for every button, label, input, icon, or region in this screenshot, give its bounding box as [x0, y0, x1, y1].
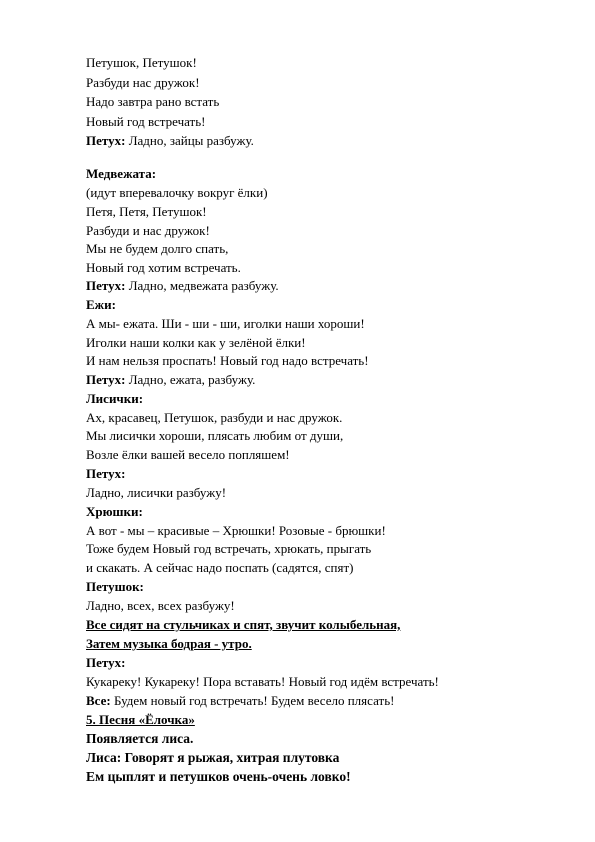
text-line	[86, 133, 254, 149]
text-line	[86, 674, 439, 690]
line-text: И нам нельзя проспать! Новый год надо встречать!	[86, 353, 369, 368]
text-line	[86, 504, 143, 520]
line-text: Ладно, ежата, разбужу.	[125, 372, 256, 387]
line-text: Ладно, медвежата разбужу.	[125, 278, 279, 293]
stage-direction	[86, 617, 400, 633]
song-title: 5. Песня «Ёлочка»	[86, 712, 195, 727]
text-line	[86, 204, 207, 220]
text-line	[86, 485, 226, 501]
line-text: Новый год хотим встречать.	[86, 260, 241, 275]
line-text: Надо завтра рано встать	[86, 94, 220, 109]
text-line	[86, 260, 241, 276]
stage-note: Появляется лиса.	[86, 731, 194, 746]
text-line	[86, 447, 290, 463]
line-text: Ладно, всех, всех разбужу!	[86, 598, 235, 613]
line-text: Мы лисички хороши, плясать любим от души,	[86, 428, 344, 443]
speaker-label: Лисички:	[86, 391, 144, 406]
stage-direction-text: Затем музыка бодрая - утро.	[86, 636, 252, 651]
text-line	[86, 541, 371, 557]
line-text: Кукареку! Кукареку! Пора вставать! Новый год идём встречать!	[86, 674, 439, 689]
text-line	[86, 769, 351, 785]
line-text: Ах, красавец, Петушок, разбуди и нас дружок.	[86, 410, 343, 425]
text-line	[86, 466, 125, 482]
line-text: Иголки наши колки как у зелёной ёлки!	[86, 335, 306, 350]
line-text: А вот - мы – красивые – Хрюшки! Розовые - брюшки!	[86, 523, 386, 538]
line-text: Петушок, Петушок!	[86, 55, 197, 70]
stage-direction-text: Все сидят на стульчиках и спят, звучит колыбельная,	[86, 617, 401, 632]
section-heading	[86, 712, 195, 728]
text-line	[86, 75, 200, 91]
text-line	[86, 185, 268, 201]
text-line	[86, 55, 197, 71]
line-text: Тоже будем Новый год встречать, хрюкать, прыгать	[86, 541, 372, 556]
line-text: Ем цыплят и петушков очень-очень ловко!	[86, 769, 351, 784]
line-text: Новый год встречать!	[86, 114, 206, 129]
text-line	[86, 94, 219, 110]
speaker-label: Петух:	[86, 278, 126, 293]
text-line	[86, 598, 235, 614]
text-line	[86, 166, 156, 182]
stage-direction	[86, 636, 252, 652]
line-text: Ладно, лисички разбужу!	[86, 485, 227, 500]
text-line	[86, 693, 394, 709]
text-line	[86, 335, 306, 351]
line-text: Разбуди нас дружок!	[86, 75, 200, 90]
line-text: Мы не будем долго спать,	[86, 241, 229, 256]
text-line	[86, 655, 125, 671]
line-text: Говорят я рыжая, хитрая плутовка	[121, 750, 340, 765]
text-line	[86, 523, 386, 539]
text-line	[86, 241, 228, 257]
line-text: Будем новый год встречать! Будем весело плясать!	[110, 693, 395, 708]
line-text: (идут вперевалочку вокруг ёлки)	[86, 185, 268, 200]
text-line	[86, 316, 365, 332]
line-text: Возле ёлки вашей весело попляшем!	[86, 447, 290, 462]
speaker-label: Петух:	[86, 466, 126, 481]
line-text: Разбуди и нас дружок!	[86, 223, 210, 238]
line-text: Ладно, зайцы разбужу.	[125, 133, 254, 148]
line-text: А мы- ежата. Ши - ши - ши, иголки наши хороши!	[86, 316, 365, 331]
line-text: и скакать. А сейчас надо поспать (садятся, спят)	[86, 560, 354, 575]
text-line	[86, 223, 210, 239]
text-line	[86, 579, 144, 595]
text-line	[86, 353, 369, 369]
text-line	[86, 410, 342, 426]
speaker-label: Медвежата:	[86, 166, 157, 181]
text-line	[86, 297, 116, 313]
speaker-label: Петушок:	[86, 579, 144, 594]
speaker-label: Лиса:	[86, 750, 122, 765]
text-line	[86, 278, 279, 294]
speaker-label: Петух:	[86, 655, 126, 670]
speaker-label: Петух:	[86, 372, 126, 387]
text-line	[86, 372, 255, 388]
text-line	[86, 114, 206, 130]
text-line	[86, 428, 343, 444]
text-line	[86, 560, 353, 576]
speaker-label: Хрюшки:	[86, 504, 143, 519]
speaker-label: Ежи:	[86, 297, 116, 312]
speaker-label: Петух:	[86, 133, 126, 148]
text-line	[86, 750, 339, 766]
text-line	[86, 731, 193, 747]
speaker-label: Все:	[86, 693, 111, 708]
text-line	[86, 391, 143, 407]
line-text: Петя, Петя, Петушок!	[86, 204, 207, 219]
